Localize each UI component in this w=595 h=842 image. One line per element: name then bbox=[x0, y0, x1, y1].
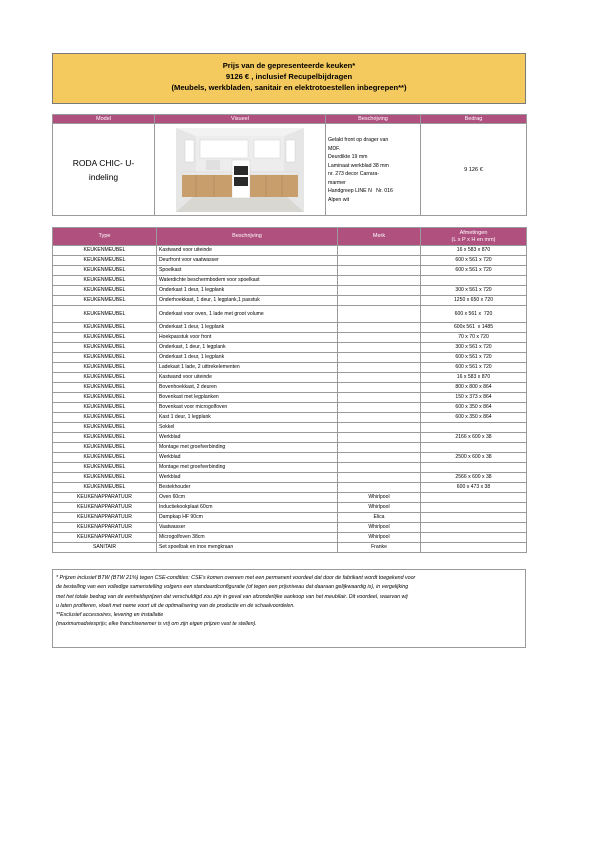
brand-cell: Whirlpool bbox=[338, 533, 421, 543]
brand-cell bbox=[338, 266, 421, 276]
dimensions-cell bbox=[421, 503, 527, 513]
table-row bbox=[53, 533, 527, 543]
dimensions-cell: 800 x 800 x 864 bbox=[421, 383, 527, 393]
description-line: Deurdikte 19 mm bbox=[328, 154, 368, 160]
dimensions-cell: 16 x 583 x 870 bbox=[421, 246, 527, 256]
table-row bbox=[53, 543, 527, 553]
items-table-body bbox=[53, 246, 527, 553]
description-cell: Onderkast 1 deur, 1 legplank bbox=[157, 286, 338, 296]
description-cell: Spoelkast bbox=[157, 266, 338, 276]
type-cell: KEUKENMEUBEL bbox=[53, 433, 157, 443]
brand-cell: Whirlpool bbox=[338, 503, 421, 513]
dimensions-cell: 600 x 561 x 720 bbox=[421, 306, 527, 323]
type-cell: KEUKENAPPARATUUR bbox=[53, 513, 157, 523]
model-description bbox=[326, 124, 421, 216]
brand-cell: Whirlpool bbox=[338, 493, 421, 503]
type-cell: KEUKENMEUBEL bbox=[53, 463, 157, 473]
description-line: marmer bbox=[328, 179, 346, 186]
description-cell: Bovenhoekkast, 2 deuren bbox=[157, 383, 338, 393]
model-price: 9 126 € bbox=[421, 124, 527, 216]
brand-cell bbox=[338, 453, 421, 463]
dimensions-cell: 600 x 473 x 38 bbox=[421, 483, 527, 493]
dimensions-cell: 70 x 70 x 720 bbox=[421, 333, 527, 343]
type-cell: KEUKENMEUBEL bbox=[53, 296, 157, 306]
price-header-line-1: Prijs van de gepresenteerde keuken* bbox=[222, 61, 356, 70]
footnote-line: u laten profiteren, vloeit met name voort uit de optimalisering van de productie en de schaalvoordelen. bbox=[56, 602, 295, 609]
header-brand: Merk bbox=[338, 228, 421, 246]
brand-cell bbox=[338, 433, 421, 443]
brand-cell: Franke bbox=[338, 543, 421, 553]
footnote-line: * Prijzen inclusief BTW (BTW 21%) tegen CSE-condities: CSE's komen overeen met een permanent voordeel dat door de fabrikant wordt toegekend voor bbox=[56, 575, 416, 581]
dimensions-cell: 600 x 561 x 720 bbox=[421, 363, 527, 373]
table-row bbox=[53, 503, 527, 513]
type-cell: KEUKENMEUBEL bbox=[53, 323, 157, 333]
header-amount: Bedrag bbox=[421, 115, 527, 124]
type-cell: KEUKENAPPARATUUR bbox=[53, 503, 157, 513]
brand-cell bbox=[338, 443, 421, 453]
table-row bbox=[53, 443, 527, 453]
type-cell: KEUKENMEUBEL bbox=[53, 413, 157, 423]
description-line: Alpen wit bbox=[328, 196, 350, 203]
description-line: nr. 273 decor Carrara- bbox=[328, 171, 380, 177]
table-row bbox=[53, 383, 527, 393]
type-cell: KEUKENMEUBEL bbox=[53, 276, 157, 286]
brand-cell bbox=[338, 393, 421, 403]
description-cell: Kastwand voor uiteinde bbox=[157, 246, 338, 256]
brand-cell bbox=[338, 333, 421, 343]
table-row bbox=[53, 323, 527, 333]
type-cell: KEUKENMEUBEL bbox=[53, 256, 157, 266]
dimensions-cell: 300 x 561 x 720 bbox=[421, 286, 527, 296]
brand-cell bbox=[338, 473, 421, 483]
table-row bbox=[53, 433, 527, 443]
table-row bbox=[53, 513, 527, 523]
model-row bbox=[53, 124, 527, 216]
description-cell: Dampkap HF 90cm bbox=[157, 513, 338, 523]
brand-cell bbox=[338, 256, 421, 266]
kitchen-visual bbox=[155, 124, 326, 216]
table-row bbox=[53, 483, 527, 493]
table-row bbox=[53, 393, 527, 403]
type-cell: KEUKENMEUBEL bbox=[53, 403, 157, 413]
table-row bbox=[53, 493, 527, 503]
description-cell: Montage met groefverbinding bbox=[157, 443, 338, 453]
header-dimensions-line-2: (L x P x H en mm) bbox=[451, 236, 496, 243]
description-line: Handgreep LINE N Nr. 016 bbox=[328, 188, 393, 194]
table-row bbox=[53, 333, 527, 343]
description-cell: Bestekhouder bbox=[157, 483, 338, 493]
footnote-line: de bestelling van een volledige samenstelling volgens een standaardconfiguratie (of tegen een prijsniveau dat daaraan gelijkwaardig is), in vergelijking bbox=[56, 584, 409, 591]
description-line: MDF. bbox=[328, 145, 341, 152]
description-cell: Inductiekookplaat 60cm bbox=[157, 503, 338, 513]
dimensions-cell: 2500 x 600 x 38 bbox=[421, 453, 527, 463]
dimensions-cell: 600 x 561 x 720 bbox=[421, 353, 527, 363]
brand-cell bbox=[338, 246, 421, 256]
model-table bbox=[52, 114, 527, 216]
table-row bbox=[53, 296, 527, 306]
type-cell: KEUKENAPPARATUUR bbox=[53, 523, 157, 533]
brand-cell: Whirlpool bbox=[338, 523, 421, 533]
items-table bbox=[52, 227, 527, 553]
header-dimensions-line-1: Afmetingen bbox=[459, 229, 488, 236]
dimensions-cell: 2566 x 600 x 38 bbox=[421, 473, 527, 483]
items-table-header bbox=[53, 228, 527, 246]
type-cell: KEUKENMEUBEL bbox=[53, 473, 157, 483]
footnote-line: met het totale bedrag van de eenheidsprijzen dat verschuldigd zou zijn in geval van afzonderlijke aankoop van het meubilair. Dit voordeel, waarvan wij bbox=[56, 593, 408, 600]
description-line: Laminaat werkblad 38 mm bbox=[328, 162, 389, 169]
table-row bbox=[53, 463, 527, 473]
description-cell: Onderkast voor oven, 1 lade met groot volume bbox=[157, 306, 338, 323]
dimensions-cell: 16 x 583 x 870 bbox=[421, 373, 527, 383]
description-cell: Sokkel bbox=[157, 423, 338, 433]
dimensions-cell bbox=[421, 276, 527, 286]
dimensions-cell: 150 x 373 x 864 bbox=[421, 393, 527, 403]
type-cell: SANITAIR bbox=[53, 543, 157, 553]
footnote-line: **Exclusief accessoires, levering en installatie bbox=[56, 612, 164, 619]
price-header-line-3: (Meubels, werkbladen, sanitair en elektrotoestellen inbegrepen**) bbox=[171, 83, 407, 92]
dimensions-cell bbox=[421, 493, 527, 503]
description-cell: Waterdichte beschermbodem voor spoelkast bbox=[157, 276, 338, 286]
kitchen-image bbox=[176, 128, 304, 212]
description-cell: Kast 1 deur, 1 legplank bbox=[157, 413, 338, 423]
dimensions-cell: 300 x 561 x 720 bbox=[421, 343, 527, 353]
brand-cell bbox=[338, 323, 421, 333]
header-item-description: Beschrijving bbox=[157, 228, 338, 246]
header-type: Type bbox=[53, 228, 157, 246]
table-row bbox=[53, 523, 527, 533]
table-row bbox=[53, 306, 527, 323]
table-row bbox=[53, 473, 527, 483]
price-header-box bbox=[52, 53, 526, 104]
type-cell: KEUKENMEUBEL bbox=[53, 246, 157, 256]
description-cell: Bovenkast voor microgolfoven bbox=[157, 403, 338, 413]
table-row bbox=[53, 256, 527, 266]
table-row bbox=[53, 276, 527, 286]
dimensions-cell bbox=[421, 523, 527, 533]
dimensions-cell: 2166 x 600 x 38 bbox=[421, 433, 527, 443]
description-cell: Oven 60cm bbox=[157, 493, 338, 503]
type-cell: KEUKENAPPARATUUR bbox=[53, 493, 157, 503]
type-cell: KEUKENMEUBEL bbox=[53, 443, 157, 453]
brand-cell bbox=[338, 343, 421, 353]
footnote-line: (maximumadviesprijs; elke franchisenemer is vrij om zijn eigen prijzen vast te stellen). bbox=[56, 621, 257, 628]
table-row bbox=[53, 363, 527, 373]
brand-cell bbox=[338, 296, 421, 306]
type-cell: KEUKENAPPARATUUR bbox=[53, 533, 157, 543]
dimensions-cell bbox=[421, 443, 527, 453]
type-cell: KEUKENMEUBEL bbox=[53, 353, 157, 363]
header-description: Beschrijving bbox=[326, 115, 421, 124]
description-cell: Onderhoekkast, 1 deur, 1 legplank,1 passtuk bbox=[157, 296, 338, 306]
description-cell: Montage met groefverbinding bbox=[157, 463, 338, 473]
type-cell: KEUKENMEUBEL bbox=[53, 266, 157, 276]
dimensions-cell: 600 x 561 x 720 bbox=[421, 256, 527, 266]
description-cell: Microgolfoven 38cm bbox=[157, 533, 338, 543]
price-header-line-2: 9126 € , inclusief Recupelbijdragen bbox=[225, 72, 353, 81]
description-cell: Onderkast 1 deur, 1 legplank bbox=[157, 353, 338, 363]
description-cell: Set spoelbak en inox mengkraan bbox=[157, 543, 338, 553]
brand-cell bbox=[338, 353, 421, 363]
footnotes bbox=[52, 569, 526, 648]
description-cell: Werkblad bbox=[157, 473, 338, 483]
brand-cell bbox=[338, 363, 421, 373]
type-cell: KEUKENMEUBEL bbox=[53, 453, 157, 463]
header-model: Model bbox=[53, 115, 155, 124]
brand-cell bbox=[338, 373, 421, 383]
dimensions-cell bbox=[421, 533, 527, 543]
description-cell: Deurfront voor vaatwasser bbox=[157, 256, 338, 266]
brand-cell bbox=[338, 483, 421, 493]
description-cell: Hoekpasstuk voor front bbox=[157, 333, 338, 343]
model-table-header bbox=[53, 115, 527, 124]
description-cell: Onderkast, 1 deur, 1 legplank bbox=[157, 343, 338, 353]
type-cell: KEUKENMEUBEL bbox=[53, 306, 157, 323]
type-cell: KEUKENMEUBEL bbox=[53, 483, 157, 493]
description-cell: Ladekast 1 lade, 2 uittrekelementen bbox=[157, 363, 338, 373]
type-cell: KEUKENMEUBEL bbox=[53, 286, 157, 296]
table-row bbox=[53, 286, 527, 296]
brand-cell bbox=[338, 306, 421, 323]
dimensions-cell: 600 x 561 x 720 bbox=[421, 266, 527, 276]
description-cell: Vaatwasser bbox=[157, 523, 338, 533]
brand-cell bbox=[338, 286, 421, 296]
dimensions-cell: 1250 x 650 x 720 bbox=[421, 296, 527, 306]
type-cell: KEUKENMEUBEL bbox=[53, 343, 157, 353]
description-cell: Bovenkast met legplanken bbox=[157, 393, 338, 403]
description-cell: Kastwand voor uiteinde bbox=[157, 373, 338, 383]
table-row bbox=[53, 266, 527, 276]
table-row bbox=[53, 423, 527, 433]
table-row bbox=[53, 413, 527, 423]
dimensions-cell bbox=[421, 513, 527, 523]
table-row bbox=[53, 453, 527, 463]
type-cell: KEUKENMEUBEL bbox=[53, 333, 157, 343]
type-cell: KEUKENMEUBEL bbox=[53, 383, 157, 393]
description-cell: Onderkast 1 deur, 1 legplank bbox=[157, 323, 338, 333]
brand-cell bbox=[338, 463, 421, 473]
brand-cell bbox=[338, 276, 421, 286]
table-row bbox=[53, 353, 527, 363]
type-cell: KEUKENMEUBEL bbox=[53, 363, 157, 373]
header-visual: Visueel bbox=[155, 115, 326, 124]
table-row bbox=[53, 373, 527, 383]
dimensions-cell: 600 x 350 x 864 bbox=[421, 403, 527, 413]
type-cell: KEUKENMEUBEL bbox=[53, 393, 157, 403]
brand-cell bbox=[338, 403, 421, 413]
dimensions-cell: 600x 561 x 1485 bbox=[421, 323, 527, 333]
brand-cell: Elica bbox=[338, 513, 421, 523]
brand-cell bbox=[338, 423, 421, 433]
header-dimensions bbox=[421, 228, 527, 246]
table-row bbox=[53, 403, 527, 413]
description-line: Gelakt front op drager van bbox=[328, 137, 389, 143]
brand-cell bbox=[338, 413, 421, 423]
dimensions-cell bbox=[421, 423, 527, 433]
dimensions-cell bbox=[421, 543, 527, 553]
type-cell: KEUKENMEUBEL bbox=[53, 423, 157, 433]
table-row bbox=[53, 343, 527, 353]
description-cell: Werkblad bbox=[157, 453, 338, 463]
description-cell: Werkblad bbox=[157, 433, 338, 443]
brand-cell bbox=[338, 383, 421, 393]
dimensions-cell: 600 x 350 x 864 bbox=[421, 413, 527, 423]
type-cell: KEUKENMEUBEL bbox=[53, 373, 157, 383]
model-name: RODA CHIC- U-indeling bbox=[53, 124, 155, 216]
dimensions-cell bbox=[421, 463, 527, 473]
table-row bbox=[53, 246, 527, 256]
